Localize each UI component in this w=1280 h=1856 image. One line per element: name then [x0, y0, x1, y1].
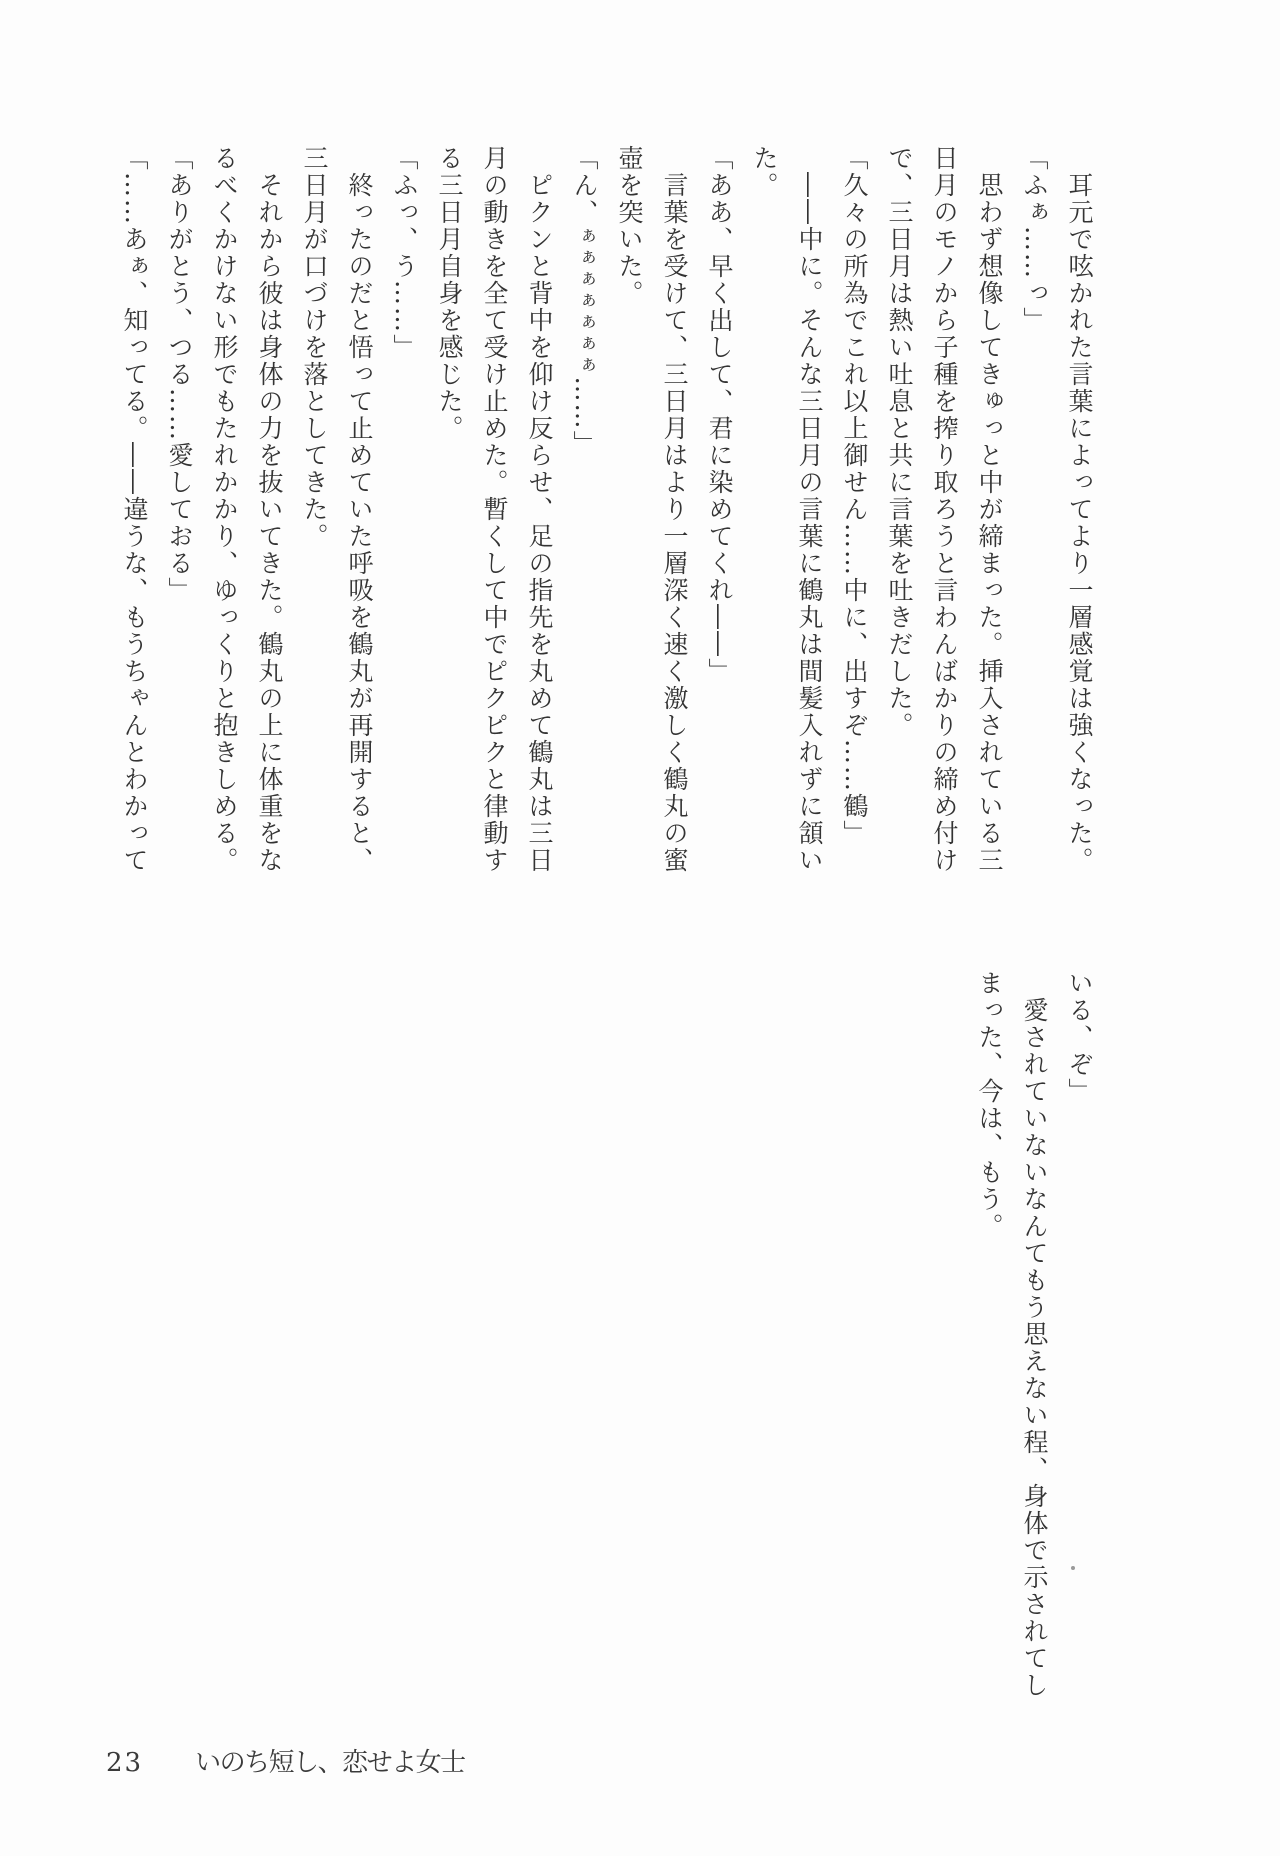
text-run: 日月のモノから子種を搾り取ろうと言わんばかりの締め付け [930, 145, 959, 874]
text-line [607, 145, 652, 878]
text-line [472, 145, 517, 878]
text-run: で、三日月は熱い吐息と共に言葉を吐きだした。 [885, 145, 914, 739]
text-line [427, 145, 472, 878]
text-run: 「ふぁ……っ」 [1020, 145, 1049, 334]
text-line [652, 145, 697, 905]
text-line [382, 145, 427, 878]
text-run: まった、今は、もう。 [975, 970, 1004, 1240]
text-line [112, 145, 157, 878]
text-run: 壺を突いた。 [615, 145, 644, 307]
text-run: ……」 [570, 376, 599, 458]
text-line [1057, 970, 1102, 1703]
text-line [292, 145, 337, 878]
text-run: 思わず想像してきゅっと中が締まった。挿入されている三 [975, 172, 1004, 874]
text-line [157, 145, 202, 878]
text-line [697, 145, 742, 878]
text-run: 月の動きを全て受け止めた。暫くして中でピクピクと律動す [480, 145, 509, 874]
text-line [562, 145, 607, 878]
text-line [877, 145, 922, 878]
text-run: いる、ぞ」 [1065, 970, 1094, 1105]
text-run: 愛されていないなんてもう思えない程、身体で示されてし [1020, 997, 1049, 1699]
text-run: それから彼は身体の力を抜いてきた。鶴丸の上に体重をな [255, 172, 284, 874]
text-line [967, 970, 1012, 1703]
text-run: 言葉を受けて、三日月はより一層深く速く激しく鶴丸の蜜 [660, 172, 689, 874]
text-band-top [112, 145, 1102, 878]
text-run: 「ああ、早く出して、君に染めてくれ――」 [705, 145, 734, 685]
text-run: ――中に。そんな三日月の言葉に鶴丸は間髪入れずに頷い [795, 172, 824, 874]
small-kana-run: ぁぁぁぁぁぁぁ [573, 226, 596, 377]
text-line [1057, 145, 1102, 905]
text-run: 「ふっ、う……」 [390, 145, 419, 361]
text-line [832, 145, 877, 878]
text-run: 耳元で呟かれた言葉によってより一層感覚は強くなった。 [1065, 172, 1094, 874]
scan-speck-artifact [1071, 1566, 1075, 1570]
text-run: ピクンと背中を仰け反らせ、足の指先を丸めて鶴丸は三日 [525, 172, 554, 874]
text-run: 「ありがとう、つる……愛しておる」 [165, 145, 194, 604]
text-run: 「……あぁ、知ってる。――違うな、もうちゃんとわかって [120, 145, 149, 874]
text-line [967, 145, 1012, 905]
text-band-bottom [967, 970, 1102, 1703]
text-run: る三日月自身を感じた。 [435, 145, 464, 442]
page-number: 23 [106, 1748, 144, 1778]
text-line [247, 145, 292, 905]
text-run: 「ん、 [570, 145, 599, 226]
text-line [337, 145, 382, 905]
text-line [1012, 145, 1057, 878]
text-line [517, 145, 562, 905]
text-line [787, 145, 832, 905]
text-line [742, 145, 787, 878]
page-footer [106, 1742, 465, 1779]
text-line [202, 145, 247, 878]
text-run: るべくかけない形でもたれかかり、ゆっくりと抱きしめる。 [210, 145, 239, 874]
text-run: 「久々の所為でこれ以上御せん……中に、出すぞ……鶴」 [840, 145, 869, 847]
text-run: 終ったのだと悟って止めていた呼吸を鶴丸が再開すると、 [345, 172, 374, 874]
text-line [922, 145, 967, 878]
book-title: いのち短し、恋せよ女士 [195, 1748, 465, 1778]
text-run: 三日月が口づけを落としてきた。 [300, 145, 329, 550]
text-run: た。 [750, 145, 779, 199]
text-line [1012, 970, 1057, 1730]
